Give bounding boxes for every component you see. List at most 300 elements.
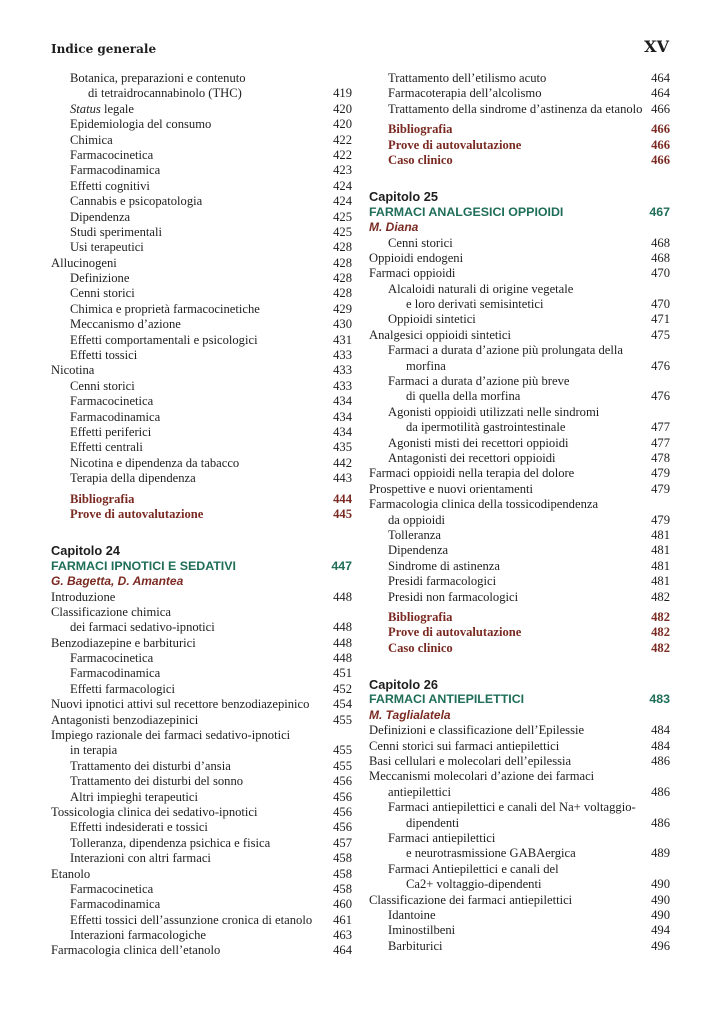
toc-entry-page: 482 (651, 589, 670, 604)
toc-entry-page: 458 (333, 851, 352, 866)
toc-entry-page: 447 (331, 558, 352, 573)
chapter-number (51, 543, 352, 558)
toc-entry (369, 266, 670, 281)
toc-entry-page: 477 (651, 435, 670, 450)
toc-entry-title: Caso clinico (388, 640, 453, 655)
toc-entry-page: 428 (333, 240, 352, 255)
toc-entry (51, 867, 352, 882)
toc-entry-title: Bibliografia (388, 609, 453, 624)
toc-entry-page: 420 (333, 101, 352, 116)
toc-entry-title: dipendenti (406, 815, 460, 830)
chapter-author (369, 220, 670, 235)
toc-entry-title: Cenni storici sui farmaci antiepilettici (369, 738, 560, 753)
toc-entry (369, 451, 670, 466)
toc-entry-page: 430 (333, 317, 352, 332)
toc-entry-title: Farmaci antiepilettici e canali del Na+ voltaggio- (388, 800, 636, 815)
toc-entry (51, 590, 352, 605)
toc-entry-page: 458 (333, 881, 352, 896)
toc-entry (51, 333, 352, 348)
toc-entry-page: 451 (333, 666, 352, 681)
toc-entry-page: 428 (333, 286, 352, 301)
toc-entry (369, 359, 670, 374)
toc-entry-page: 481 (651, 574, 670, 589)
toc-entry-page: 478 (651, 450, 670, 465)
toc-entry-page: 468 (651, 250, 670, 265)
toc-entry-title: Farmacologia clinica della tossicodipendenza (369, 497, 599, 512)
toc-entry-page: 448 (333, 620, 352, 635)
toc-entry (51, 651, 352, 666)
toc-entry-title: Capitolo 26 (369, 677, 438, 693)
toc-entry-title: Botanica, preparazioni e contenuto (70, 71, 246, 85)
toc-entry (369, 769, 670, 784)
toc-entry-page: 455 (333, 758, 352, 773)
toc-entry (369, 846, 670, 861)
chapter-title (369, 692, 670, 707)
toc-entry-title: da oppioidi (388, 512, 446, 527)
toc-entry (369, 343, 670, 358)
toc-entry (51, 86, 352, 101)
toc-entry-page: 481 (651, 543, 670, 558)
toc-entry (51, 71, 352, 86)
toc-left-column (51, 71, 352, 959)
toc-entry-title: Cenni storici (388, 235, 453, 250)
toc-entry-title: Farmacocinetica (70, 881, 154, 896)
toc-entry-title: Nuovi ipnotici attivi sul recettore benzodiazepinico (51, 697, 310, 712)
toc-entry (51, 256, 352, 271)
toc-entry (51, 943, 352, 958)
reference-entry (369, 625, 670, 640)
toc-entry-page: 442 (333, 455, 352, 470)
toc-entry-title: Nicotina e dipendenza da tabacco (70, 455, 240, 470)
toc-entry (369, 908, 670, 923)
toc-entry-page: 479 (651, 512, 670, 527)
toc-right-column (369, 71, 670, 954)
toc-entry (51, 928, 352, 943)
toc-entry-title: morfina (406, 358, 446, 373)
chapter-author (369, 708, 670, 723)
toc-entry-title: Farmacocinetica (70, 394, 154, 409)
toc-entry-page: 456 (333, 789, 352, 804)
toc-entry (369, 893, 670, 908)
toc-entry-title: Antagonisti dei recettori oppioidi (388, 450, 556, 465)
toc-entry-page: 419 (333, 86, 352, 101)
toc-entry (51, 117, 352, 132)
toc-entry-title: Definizione (70, 271, 130, 286)
toc-entry-title: Effetti tossici dell’assunzione cronica di etanolo (70, 912, 313, 927)
toc-entry (369, 436, 670, 451)
toc-entry (51, 728, 352, 743)
toc-entry-title: Prove di autovalutazione (388, 137, 522, 152)
toc-entry (51, 851, 352, 866)
toc-entry-page: 434 (333, 424, 352, 439)
toc-entry-page: 428 (333, 255, 352, 270)
toc-entry (369, 528, 670, 543)
reference-entry (369, 610, 670, 625)
toc-entry-page: 481 (651, 558, 670, 573)
toc-entry-title: Prove di autovalutazione (70, 506, 204, 521)
toc-entry (51, 805, 352, 820)
toc-entry (51, 240, 352, 255)
toc-entry (369, 800, 670, 815)
toc-entry-page: 433 (333, 348, 352, 363)
toc-entry (51, 713, 352, 728)
toc-entry-title: FARMACI ANALGESICI OPPIOIDI (369, 204, 564, 219)
toc-entry-title: G. Bagetta, D. Amantea (51, 574, 184, 589)
toc-entry-title: e neurotrasmissione GABAergica (406, 846, 576, 861)
toc-entry-title: Benzodiazepine e barbiturici (51, 635, 196, 650)
toc-entry (51, 379, 352, 394)
toc-entry-title: Nicotina (51, 363, 95, 378)
toc-entry (369, 923, 670, 938)
toc-entry-title: Idantoine (388, 907, 436, 922)
toc-entry-page: 455 (333, 712, 352, 727)
toc-entry-page: 482 (651, 609, 670, 624)
toc-entry-title: Oppioidi sintetici (388, 312, 476, 327)
toc-entry-title: Altri impieghi terapeutici (70, 789, 198, 804)
toc-entry (51, 897, 352, 912)
toc-entry-title: M. Taglialatela (369, 707, 451, 722)
toc-entry-title: Trattamento dei disturbi del sonno (70, 774, 244, 789)
toc-entry-title: Capitolo 24 (51, 543, 120, 559)
toc-entry-page: 466 (651, 122, 670, 137)
toc-entry-page: 467 (649, 204, 670, 219)
toc-entry (51, 697, 352, 712)
toc-entry-title: Introduzione (51, 589, 116, 604)
toc-entry-title: Basi cellulari e molecolari dell’epilessia (369, 754, 572, 769)
toc-entry-page: 420 (333, 117, 352, 132)
toc-entry-title: Sindrome di astinenza (388, 558, 500, 573)
toc-entry-page: 445 (333, 506, 352, 521)
toc-entry-title: Effetti centrali (70, 440, 143, 455)
toc-entry-title: Presidi farmacologici (388, 574, 497, 589)
toc-entry (369, 831, 670, 846)
toc-entry-title: Agonisti oppioidi utilizzati nelle sindromi (388, 404, 600, 419)
toc-entry-page: 424 (333, 194, 352, 209)
toc-entry-page: 470 (651, 297, 670, 312)
toc-entry (369, 86, 670, 101)
toc-entry (369, 816, 670, 831)
toc-entry (369, 877, 670, 892)
toc-entry-page: 484 (651, 738, 670, 753)
toc-entry (51, 666, 352, 681)
toc-entry (369, 374, 670, 389)
toc-entry-page: 423 (333, 163, 352, 178)
toc-entry-title: Presidi non farmacologici (388, 589, 519, 604)
toc-entry-title: e loro derivati semisintetici (406, 297, 544, 312)
page-number: XV (644, 37, 669, 56)
toc-entry (51, 102, 352, 117)
toc-entry-title: di quella della morfina (406, 389, 521, 404)
toc-entry-title: Trattamento dei disturbi d’ansia (70, 758, 231, 773)
toc-entry-page: 433 (333, 378, 352, 393)
toc-entry-page: 443 (333, 471, 352, 486)
toc-entry (369, 389, 670, 404)
toc-entry (51, 836, 352, 851)
toc-entry-title: Farmacodinamica (70, 163, 161, 178)
toc-entry (51, 743, 352, 758)
chapter-author (51, 574, 352, 589)
toc-entry-title: Caso clinico (388, 152, 453, 167)
toc-entry-title: Status legale (70, 101, 135, 116)
toc-entry (51, 620, 352, 635)
toc-entry-title: Farmacocinetica (70, 651, 154, 666)
toc-entry-page: 490 (651, 907, 670, 922)
toc-entry-page: 490 (651, 892, 670, 907)
toc-entry (369, 543, 670, 558)
toc-entry-page: 428 (333, 271, 352, 286)
toc-entry-title: Meccanismo d’azione (70, 317, 181, 332)
toc-entry-page: 476 (651, 358, 670, 373)
reference-entry (51, 492, 352, 507)
reference-entry (369, 641, 670, 656)
toc-entry-page: 475 (651, 327, 670, 342)
toc-entry-page: 434 (333, 394, 352, 409)
toc-entry-page: 433 (333, 363, 352, 378)
toc-entry-page: 456 (333, 820, 352, 835)
toc-entry-page: 482 (651, 625, 670, 640)
toc-entry-title: Analgesici oppioidi sintetici (369, 327, 512, 342)
reference-entry (369, 153, 670, 168)
chapter-number (369, 677, 670, 692)
toc-entry (369, 513, 670, 528)
toc-entry-page: 435 (333, 440, 352, 455)
toc-entry (51, 225, 352, 240)
toc-entry-title: Epidemiologia del consumo (70, 117, 212, 132)
toc-entry (369, 574, 670, 589)
toc-entry (51, 425, 352, 440)
toc-entry-title: Cannabis e psicopatologia (70, 194, 203, 209)
toc-entry-title: antiepilettici (388, 784, 451, 799)
toc-entry (369, 497, 670, 512)
toc-entry (369, 559, 670, 574)
toc-entry (51, 317, 352, 332)
toc-entry (51, 456, 352, 471)
toc-entry (51, 271, 352, 286)
toc-entry-page: 496 (651, 938, 670, 953)
toc-entry-title: Effetti cognitivi (70, 178, 150, 193)
toc-entry-title: Farmacodinamica (70, 897, 161, 912)
toc-entry-page: 482 (651, 640, 670, 655)
toc-entry-page: 455 (333, 743, 352, 758)
toc-entry-page: 489 (651, 846, 670, 861)
toc-entry-title: Iminostilbeni (388, 923, 456, 938)
toc-entry-page: 448 (333, 651, 352, 666)
toc-entry-page: 486 (651, 815, 670, 830)
toc-entry (369, 723, 670, 738)
chapter-title (369, 205, 670, 220)
toc-entry-page: 466 (651, 152, 670, 167)
toc-entry (369, 312, 670, 327)
toc-entry (369, 328, 670, 343)
toc-entry-title: Trattamento dell’etilismo acuto (388, 71, 547, 85)
toc-entry-page: 466 (651, 137, 670, 152)
toc-entry-title: Agonisti misti dei recettori oppioidi (388, 435, 569, 450)
chapter-number (369, 189, 670, 204)
toc-entry-title: Etanolo (51, 866, 91, 881)
toc-entry-page: 479 (651, 481, 670, 496)
toc-entry-title: di tetraidrocannabinolo (THC) (88, 86, 242, 101)
reference-entry (369, 122, 670, 137)
toc-entry-title: Cenni storici (70, 286, 135, 301)
toc-entry-page: 464 (651, 86, 670, 101)
toc-entry (369, 739, 670, 754)
toc-entry-title: Ca2+ voltaggio-dipendenti (406, 877, 542, 892)
toc-entry-title: Farmacodinamica (70, 666, 161, 681)
toc-entry (369, 939, 670, 954)
toc-entry-title: Farmaci oppioidi (369, 266, 456, 281)
toc-entry-title: in terapia (70, 743, 118, 758)
toc-entry (51, 394, 352, 409)
toc-entry-page: 422 (333, 147, 352, 162)
chapter-title (51, 559, 352, 574)
toc-entry (51, 163, 352, 178)
toc-entry (51, 133, 352, 148)
toc-entry-title: Cenni storici (70, 378, 135, 393)
toc-entry (51, 210, 352, 225)
toc-entry-page: 490 (651, 877, 670, 892)
toc-entry (51, 790, 352, 805)
toc-entry-title: Effetti tossici (70, 348, 138, 363)
toc-entry-page: 494 (651, 923, 670, 938)
toc-entry-title: Bibliografia (70, 491, 135, 506)
toc-entry-title: Tolleranza (388, 527, 441, 542)
toc-entry (51, 471, 352, 486)
toc-entry-page: 425 (333, 209, 352, 224)
toc-entry-page: 452 (333, 681, 352, 696)
toc-entry-title: Oppioidi endogeni (369, 250, 464, 265)
toc-entry-title: Trattamento della sindrome d’astinenza da etanolo (388, 101, 643, 116)
toc-entry-title: Studi sperimentali (70, 224, 162, 239)
toc-entry-page: 444 (333, 491, 352, 506)
toc-entry (51, 636, 352, 651)
toc-entry (51, 440, 352, 455)
toc-entry-page: 486 (651, 784, 670, 799)
toc-entry (51, 913, 352, 928)
toc-entry-page: 460 (333, 897, 352, 912)
toc-entry-title: Antagonisti benzodiazepinici (51, 712, 199, 727)
toc-entry (369, 590, 670, 605)
toc-entry (51, 820, 352, 835)
toc-entry (51, 605, 352, 620)
toc-entry-title: Farmacologia clinica dell’etanolo (51, 943, 221, 958)
toc-entry (51, 286, 352, 301)
toc-entry-title: Farmaci antiepilettici (388, 830, 496, 845)
toc-entry (51, 410, 352, 425)
toc-entry-page: 434 (333, 409, 352, 424)
toc-entry-page: 448 (333, 635, 352, 650)
toc-entry (51, 682, 352, 697)
toc-entry (369, 482, 670, 497)
toc-entry-title: dei farmaci sedativo-ipnotici (70, 620, 215, 635)
toc-entry (369, 236, 670, 251)
toc-entry-title: Prospettive e nuovi orientamenti (369, 481, 534, 496)
toc-entry (51, 179, 352, 194)
toc-entry-title: Farmaci Antiepilettici e canali del (388, 861, 559, 876)
toc-entry-title: Bibliografia (388, 122, 453, 137)
toc-entry (51, 348, 352, 363)
toc-entry (51, 882, 352, 897)
toc-entry-page: 466 (651, 101, 670, 116)
toc-entry-title: Meccanismi molecolari d’azione dei farmaci (369, 769, 595, 784)
toc-entry-title: Farmaci a durata d’azione più prolungata della (388, 343, 623, 358)
toc-entry-page: 461 (333, 912, 352, 927)
toc-entry-title: Classificazione dei farmaci antiepilettici (369, 892, 573, 907)
toc-entry-page: 456 (333, 774, 352, 789)
toc-entry-title: Classificazione chimica (51, 604, 171, 619)
toc-entry-page: 429 (333, 301, 352, 316)
toc-entry (369, 862, 670, 877)
toc-entry-title: Effetti comportamentali e psicologici (70, 332, 258, 347)
toc-entry-title: Interazioni con altri farmaci (70, 851, 211, 866)
toc-entry-title: Dipendenza (388, 543, 449, 558)
toc-entry-title: Capitolo 25 (369, 189, 438, 205)
toc-entry-page: 458 (333, 866, 352, 881)
toc-entry-title: Chimica (70, 132, 113, 147)
toc-entry-title: da ipermotilità gastrointestinale (406, 420, 566, 435)
toc-entry-title: Tossicologia clinica dei sedativo-ipnotici (51, 804, 258, 819)
toc-entry-title: Prove di autovalutazione (388, 625, 522, 640)
toc-entry-page: 464 (333, 943, 352, 958)
toc-entry-page: 484 (651, 723, 670, 738)
toc-entry (369, 785, 670, 800)
toc-entry (369, 466, 670, 481)
toc-entry-title: FARMACI ANTIEPILETTICI (369, 692, 525, 707)
toc-entry-title: Effetti indesiderati e tossici (70, 820, 208, 835)
toc-entry-page: 431 (333, 332, 352, 347)
toc-entry-page: 483 (649, 692, 670, 707)
toc-entry (51, 302, 352, 317)
toc-entry-page: 476 (651, 389, 670, 404)
toc-entry-page: 471 (651, 312, 670, 327)
toc-entry (369, 71, 670, 86)
toc-entry-title: Alcaloidi naturali di origine vegetale (388, 281, 574, 296)
toc-entry-page: 422 (333, 132, 352, 147)
reference-entry (51, 507, 352, 522)
toc-entry-title: Effetti farmacologici (70, 681, 176, 696)
toc-entry-page: 454 (333, 697, 352, 712)
toc-entry-page: 425 (333, 224, 352, 239)
toc-entry-page: 470 (651, 266, 670, 281)
toc-entry (369, 420, 670, 435)
toc-entry-title: Terapia della dipendenza (70, 471, 196, 486)
toc-entry-title: Farmacodinamica (70, 409, 161, 424)
toc-entry-title: Farmaci a durata d’azione più breve (388, 374, 570, 389)
toc-entry (369, 251, 670, 266)
toc-entry-title: Tolleranza, dipendenza psichica e fisica (70, 835, 271, 850)
toc-entry (369, 297, 670, 312)
toc-entry-page: 468 (651, 235, 670, 250)
toc-entry-title: Farmaci oppioidi nella terapia del dolore (369, 466, 575, 481)
toc-entry-title: Interazioni farmacologiche (70, 928, 207, 943)
toc-entry (51, 774, 352, 789)
toc-entry-title: Usi terapeutici (70, 240, 144, 255)
toc-entry-page: 477 (651, 420, 670, 435)
toc-entry-page: 463 (333, 928, 352, 943)
toc-entry-page: 479 (651, 466, 670, 481)
toc-entry-page: 464 (651, 71, 670, 85)
toc-entry-title: Effetti periferici (70, 424, 152, 439)
toc-entry (369, 282, 670, 297)
toc-entry-title: Chimica e proprietà farmacocinetiche (70, 301, 260, 316)
toc-entry-page: 456 (333, 804, 352, 819)
running-header-section: Indice generale (51, 42, 157, 56)
toc-entry-title: FARMACI IPNOTICI E SEDATIVI (51, 558, 236, 573)
toc-entry-page: 448 (333, 589, 352, 604)
toc-entry-title: Definizioni e classificazione dell’Epilessie (369, 723, 585, 738)
toc-entry-page: 457 (333, 835, 352, 850)
toc-entry (369, 754, 670, 769)
toc-entry (369, 405, 670, 420)
